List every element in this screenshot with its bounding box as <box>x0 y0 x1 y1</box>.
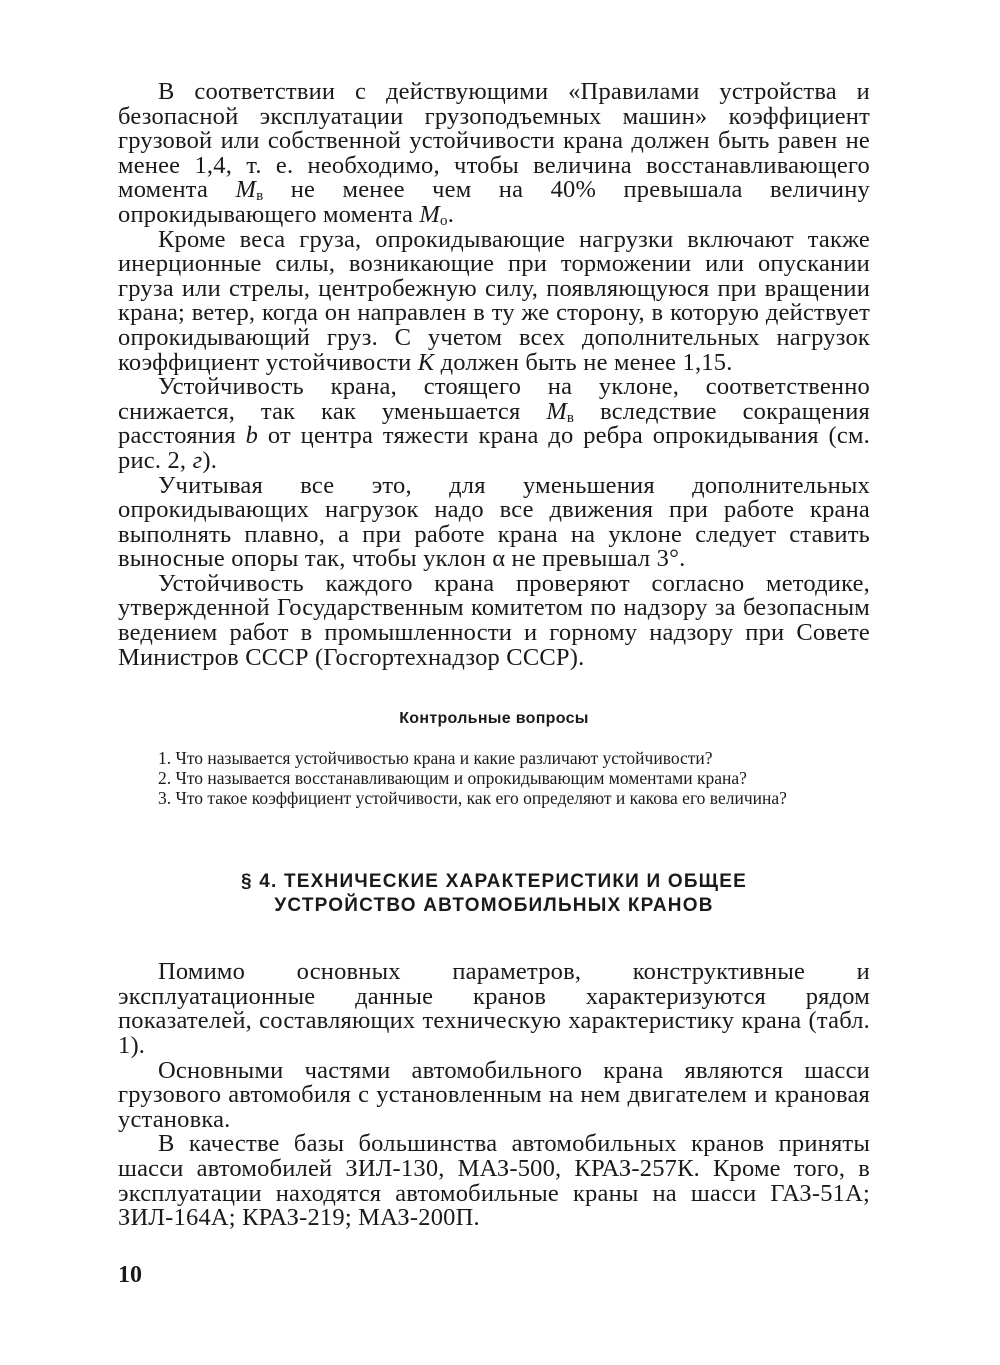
section-title-line-1: § 4. ТЕХНИЧЕСКИЕ ХАРАКТЕРИСТИКИ И ОБЩЕЕ <box>241 871 747 893</box>
section-title-line-2: УСТРОЙСТВО АВТОМОБИЛЬНЫХ КРАНОВ <box>274 895 714 917</box>
question-item: 2. Что называется восстанавливающим и опрокидывающим моментами крана? <box>158 768 747 789</box>
paragraph-overturning-loads: Кроме веса груза, опрокидывающие нагрузки включают также инерционные силы, возникающие при торможении или опускании груза или стрелы, центробежную силу, появляющуюся при вращении крана; ветер, когда он направлен в ту же сторону, в которую действует опрокидывающий груз. С учетом всех дополнительных нагрузок коэффициент устойчивости K должен быть не менее 1,15. <box>118 225 870 376</box>
paragraph-stability-rules: В соответствии с действующими «Правилами устройства и безопасной эксплуатации грузоподъемных машин» коэффициент грузовой или собственной устойчивости крана должен быть равен не менее 1,4, т. е. необходимо, чтобы величина восстанавливающего момента $M_в$ не менее чем на 40% превышала величину опрокидывающего момента $M_о$. <box>118 78 870 229</box>
paragraph-smooth-operation: Учитывая все это, для уменьшения дополнительных опрокидывающих нагрузок надо все движения при работе крана выполнять плавно, а при работе крана на уклоне следует ставить выносные опоры так, чтобы уклон α не превышал 3°. <box>118 471 870 573</box>
paragraph-stability-check: Устойчивость каждого крана проверяют согласно методике, утвержденной Государственным комитетом по надзору за безопасным ведением работ в промышленности и горному надзору при Совете Министров СССР (Госгортехнадзор СССР). <box>118 569 870 671</box>
paragraph-main-parts: Основными частями автомобильного крана являются шасси грузового автомобиля с установленным на нем двигателем и крановая установка. <box>118 1056 870 1133</box>
paragraph-slope-stability: Устойчивость крана, стоящего на уклоне, соответственно снижается, так как уменьшается $M_в$ вследствие сокращения расстояния b от центра тяжести крана до ребра опрокидывания (см. рис. 2, г). <box>118 373 870 474</box>
section-title <box>118 870 870 918</box>
question-item: 3. Что такое коэффициент устойчивости, как его определяют и какова его величина? <box>158 788 787 809</box>
paragraph-chassis-base: В качестве базы большинства автомобильных кранов приняты шасси автомобилей ЗИЛ-130, МАЗ-500, КРАЗ-257К. Кроме того, в эксплуатации находятся автомобильные краны на шасси ГАЗ-51А; ЗИЛ-164А; КРАЗ-219; МАЗ-200П. <box>118 1130 870 1232</box>
page-number: 10 <box>118 1262 142 1288</box>
page-content <box>118 80 870 1231</box>
question-item: 1. Что называется устойчивостью крана и какие различают устойчивости? <box>158 748 713 769</box>
paragraph-technical-characteristics: Помимо основных параметров, конструктивные и эксплуатационные данные кранов характеризуются рядом показателей, составляющих техническую характеристику крана (табл. 1). <box>118 958 870 1060</box>
questions-title: Контрольные вопросы <box>399 710 589 728</box>
